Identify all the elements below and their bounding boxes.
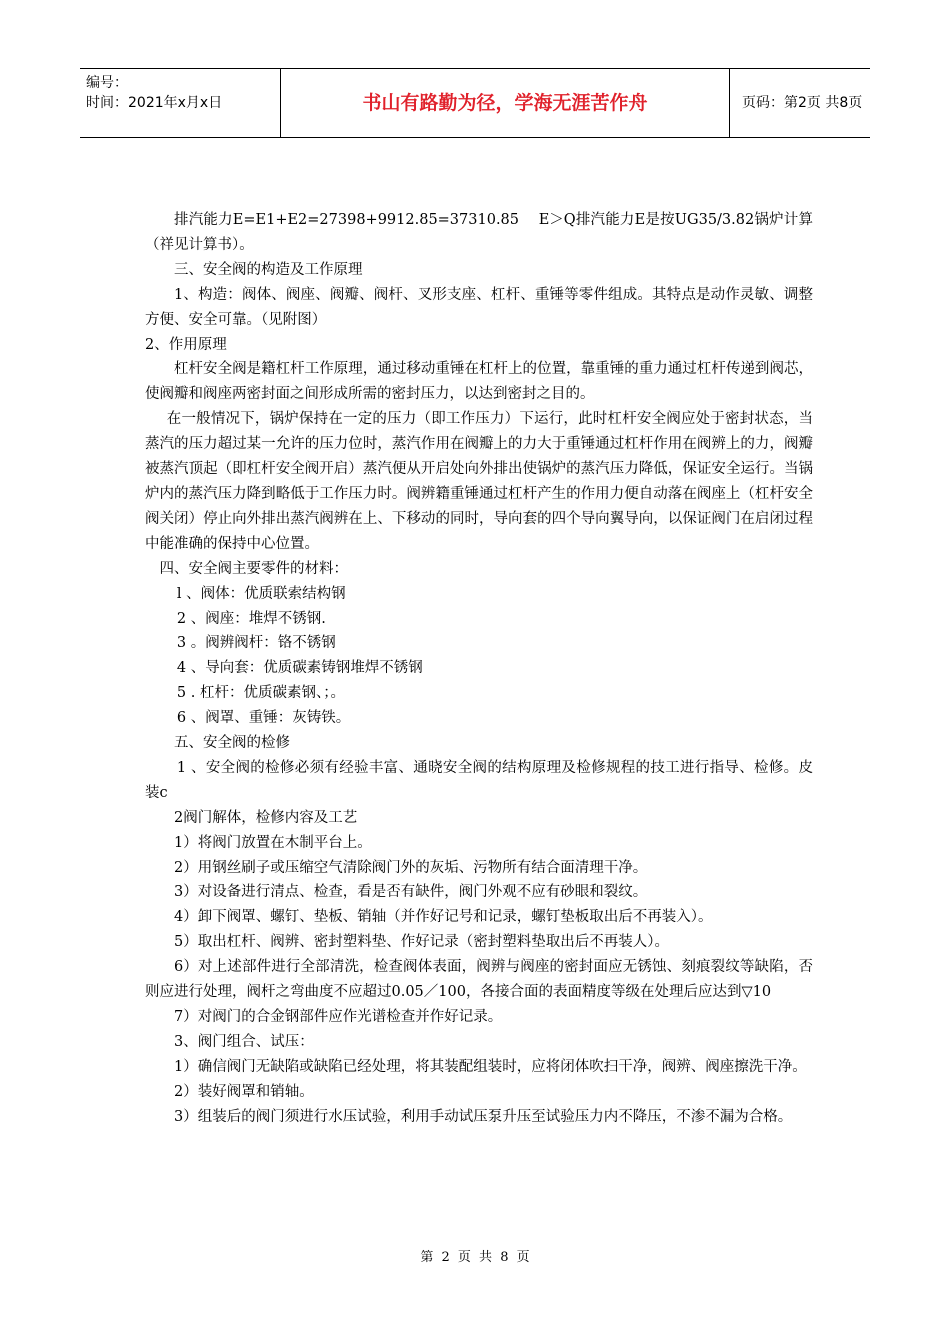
list-item: 2）装好阀罩和销轴。 [174,1083,314,1100]
subsection-heading: 2阀门解体，检修内容及工艺 [174,809,358,826]
list-item: 4 、导向套：优质碳素铸钢堆焊不锈钢 [176,660,423,677]
section-heading: 五、安全阀的检修 [174,735,290,752]
list-item: 2 、阀座：堆焊不锈钢. [176,610,326,627]
subsection-heading: 2、作用原理 [145,336,227,353]
list-item: l 、阀体：优质联索结构钢 [176,585,346,602]
paragraph: 1、构造：阀体、阀座、阀瓣、阀杆、叉形支座、杠杆、重锤等零件组成。其特点是动作灵敏、调整方便、安全可靠。（见附图） [145,286,813,328]
page-footer: 第 2 页 共 8 页 [420,1250,530,1265]
list-item: 7）对阀门的合金钢部件应作光谱检查并作好记录。 [174,1009,503,1025]
paragraph: 杠杆安全阀是籍杠杆工作原理，通过移动重锤在杠杆上的位置，靠重锤的重力通过杠杆传递到阀芯，使阀瓣和阀座两密封面之间形成所需的密封压力，以达到密封之目的。 [145,361,813,403]
list-item: 3）组装后的阀门须进行水压试验，利用手动试压泵升压至试验压力内不降压，不渗不漏为合格。 [174,1108,793,1125]
section-heading: 三、安全阀的构造及工作原理 [174,261,363,278]
subsection-heading: 3、阀门组合、试压： [174,1033,314,1050]
section-heading: 四、安全阀主要零件的材料： [159,560,348,577]
list-item: 2）用钢丝刷子或压缩空气清除阀门外的灰垢、污物所有结合面清理干净。 [174,859,648,876]
paragraph: 1 、安全阀的检修必须有经验丰富、通晓安全阀的结构原理及检修规程的技工进行指导、检修。皮装c [145,759,813,801]
list-item: 3 。阀辨阀杆：铬不锈钢 [176,635,336,652]
paragraph: 在一般情况下，锅炉保持在一定的压力（即工作压力）下运行，此时杠杆安全阀应处于密封状态，当蒸汽的压力超过某一允许的压力位时，蒸汽作用在阀瓣上的力大于重锤通过杠杆作用在阀辨上的力，阀瓣被蒸汽顶起（即杠杆安全阀开启）蒸汽便从开启处向外排出使锅炉的蒸汽压力降低，保证安全运行。当锅炉内的蒸汽压力降到略低于工作压力时。阀辨籍重锤通过杠杆产生的作用力便自动落在阀座上（杠杆安全阀关闭）停止向外排出蒸汽阀辨在上、下移动的同时，导向套的四个导向翼导向，以保证阀门在启闭过程中能准确的保持中心位置。 [145,411,813,552]
list-item: 1）将阀门放置在木制平台上。 [174,834,372,851]
header-page-info: 页码：第2页 共8页 [742,95,863,111]
page-header [80,68,870,138]
list-item: 4）卸下阀罩、螺钉、垫板、销轴（并作好记号和记录，螺钉垫板取出后不再装入）。 [174,909,713,926]
list-item: 6 、阀罩、重锤：灰铸铁。 [176,710,351,727]
list-item: 1）确信阀门无缺陷或缺陷已经处理，将其装配组装时，应将闭体吹扫干净，阀辨、阀座擦洗干净。 [174,1058,807,1075]
list-item: 6）对上述部件进行全部清洗，检查阀体表面，阀辨与阀座的密封面应无锈蚀、刻痕裂纹等缺陷，否则应进行处理，阀杆之弯曲度不应超过0.05／100，各接合面的表面精度等级在处理后应达到▽10 [145,959,813,1001]
header-number-label: 编号： [86,75,128,91]
list-item: 5 . 杠杆：优质碳素钢、；。 [176,685,345,702]
header-motto: 书山有路勤为径，学海无涯苦作舟 [281,69,730,137]
paragraph: 排汽能力E=E1+E2=27398+9912.85=37310.85 E＞Q排汽能力E是按UG35/3.82锅炉计算（祥见计算书）。 [145,212,813,253]
header-time-label: 时间：2021年x月x日 [86,95,223,111]
document-body [145,208,813,1130]
list-item: 5）取出杠杆、阀辨、密封塑料垫、作好记录（密封塑料垫取出后不再装人）。 [174,934,669,951]
list-item: 3）对设备进行清点、检查，看是否有缺件，阀门外观不应有砂眼和裂纹。 [174,884,648,901]
header-meta [80,69,281,137]
